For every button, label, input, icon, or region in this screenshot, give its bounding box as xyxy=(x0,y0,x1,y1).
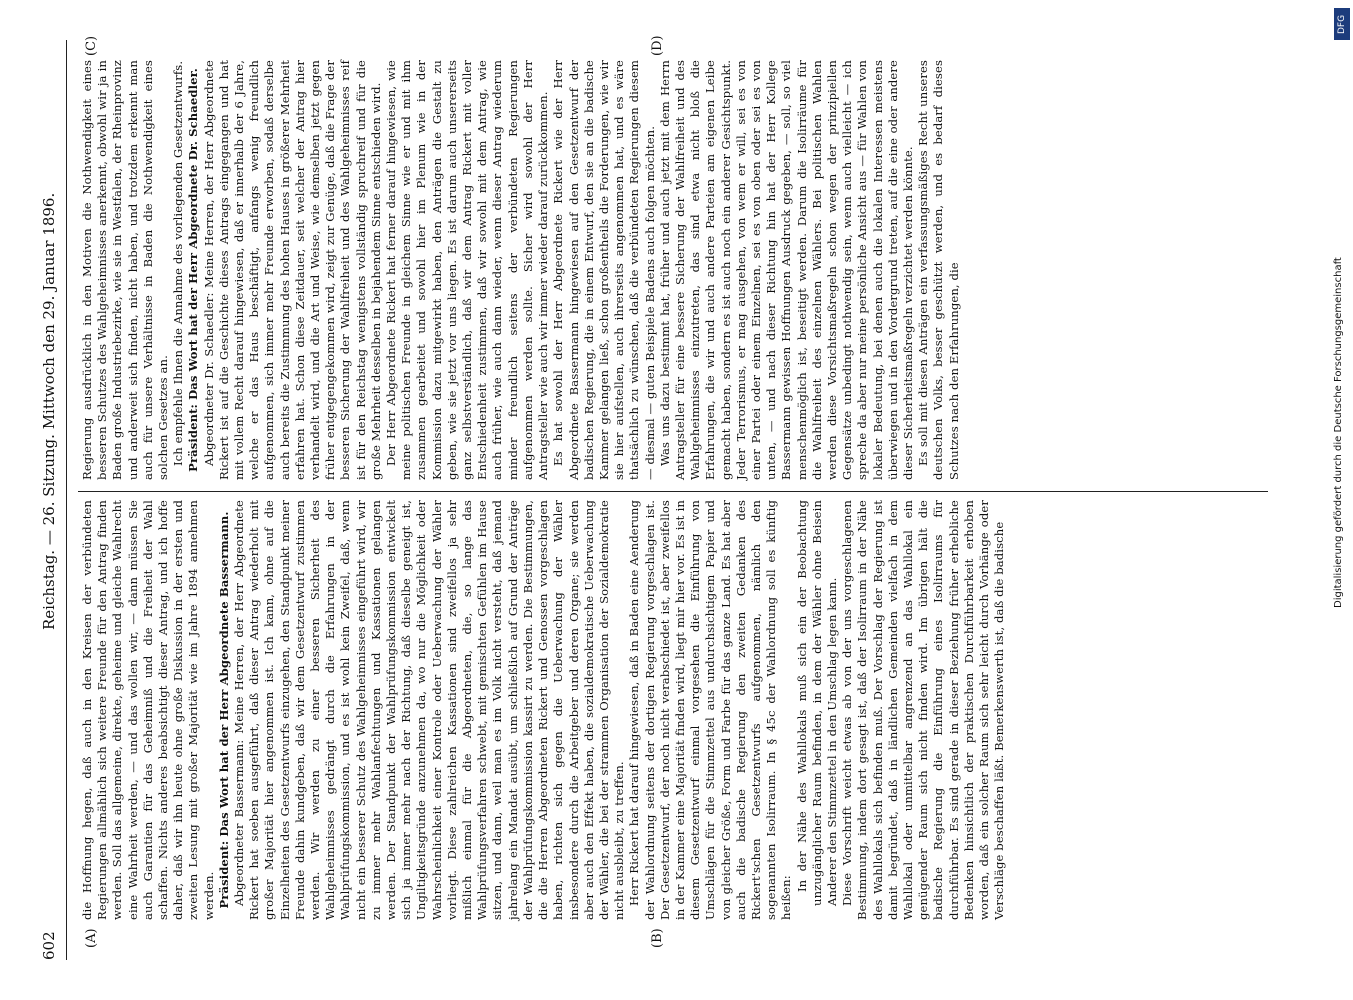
paragraph: Der Herr Abgeordnete Rickert hat ferner darauf hingewiesen, wie meine politischen Freunde in gleichem Sinne wie er und mit ihm zusammen gearbeitet und sowohl hier im Plenum wie in der Kommission dazu mitgewirkt haben, den Anträgen die Gestalt zu geben, wie sie jetzt vor uns liegen. Es ist darum auch unsererseits ganz selbstverständlich, daß wir dem Antrag Rickert mit voller Entschiedenheit zustimmen, daß wir sowohl mit dem Antrag, wie auch früher, wie auch dann wieder, wenn dieser Antrag wiederum minder freundlich seitens der verbündeten Regierungen aufgenommen werden sollte. Sicher wird sowohl der Herr Antragsteller wie auch wir immer wieder darauf zurückkommen. xyxy=(384,60,551,480)
margin-label-d: (D) xyxy=(650,35,665,56)
speaker-heading: Präsident: Das Wort hat der Herr Abgeordnete Bassermann. xyxy=(216,511,231,909)
header-rule xyxy=(66,40,67,960)
paragraph: Abgeordneter Dr. Schaedler: Meine Herren, der Herr Abgeordnete Rickert ist auf die Geschichte dieses Antrags eingegangen und hat mit vollem Recht darauf hingewiesen, daß er innerhalb der 6 Jahre, welche er das Haus beschäftigt, anfangs wenig freundlich aufgenommen, sich immer mehr Freunde erworben, sodaß derselbe auch bereits die Zustimmung des hohen Hauses in größerer Mehrheit erfahren hat. Schon diese Zeitdauer, seit welcher der Antrag hier verhandelt wird, und die Art und Weise, wie demselben jetzt gegen früher entgegengekommen wird, zeigt zur Genüge, daß die Frage der besseren Sicherung der Wahlfreiheit und des Wahlgeheimnisses reif ist für den Reichstag wenigstens vollständig spruchreif und für die große Mehrheit desselben in bejahendem Sinne entschieden wird. xyxy=(201,60,383,480)
paragraph: Was uns dazu bestimmt hat, früher und auch jetzt mit dem Herrn Antragsteller für eine bessere Sicherung der Wahlfreiheit und des Wahlgeheimnisses einzutreten, das sind etwa nicht bloß die Erfahrungen, die wir und auch andere Parteien am eigenen Leibe gemacht haben, sondern es ist auch noch ein anderer Gesichtspunkt. Jeder Terrorismus, er mag ausgehen, von wem er will, sei es von einer Partei oder einem Einzelnen, sei es von oben oder sei es von unten, — und nach dieser Richtung hin hat der Herr Kollege Bassermann gewissen Hoffnungen Ausdruck gegeben, — soll, so viel menschenmöglich ist, beseitigt werden. Darum die Isolirräume für die Wahlfreiheit des einzelnen Wählers. Bei politischen Wahlen werden diese Vorsichtsmaßregeln schon wegen der prinzipiellen Gegensätze unbedingt nothwendig sein, wenn auch vielleicht — ich spreche da aber nur meine persönliche Ansicht aus — für Wahlen von lokaler Bedeutung, bei denen auch die lokalen Interessen meistens überwiegen und in den Vordergrund treten, auf die eine oder andere dieser Sicherheitsmaßregeln verzichtet werden könnte. xyxy=(657,60,915,480)
column-divider xyxy=(78,491,1268,492)
paragraph: Ich empfehle Ihnen die Annahme des vorliegenden Gesetzentwurfs. xyxy=(171,60,186,466)
margin-label-a: (A) xyxy=(84,928,99,948)
dfg-logo: DFG xyxy=(1334,8,1350,40)
paragraph: Regierung ausdrücklich in den Motiven die Nothwendigkeit eines besseren Schutzes des Wahlgeheimnisses anerkennt, obwohl wir ja in Baden große Industriebezirke, wie sie in Westfalen, der Rheinprovinz und anderweit sich finden, nicht haben, und trotzdem erkennt man auch für unsere Verhältnisse in Baden die Nothwendigkeit eines solchen Gesetzes an. xyxy=(80,60,171,480)
page-header xyxy=(36,40,64,960)
paragraph: die Hoffnung hegen, daß auch in den Kreisen der verbündeten Regierungen allmählich sich weitere Freunde für den Antrag finden werden. Soll das allgemeine, direkte, geheime und gleiche Wahlrecht eine Wahrheit werden, — und das wollen wir, — dann müssen Sie auch Garantien für das Geheimniß und die Freiheit der Wahl schaffen. Nichts anderes beabsichtigt dieser Antrag, und ich hoffe daher, daß wir ihn heute ohne große Diskussion in der ersten und zweiten Lesung mit großer Majorität wie im Jahre 1894 annehmen werden. xyxy=(80,500,216,920)
paragraph: Abgeordneter Bassermann: Meine Herren, der Herr Abgeordnete Rickert hat soeben ausgeführt, daß dieser Antrag wiederholt mit großer Majorität hier angenommen ist. Ich kann, ohne auf die Einzelheiten des Gesetzentwurfs einzugehen, den Standpunkt meiner Freunde dahin kundgeben, daß wir dem Gesetzentwurf zustimmen werden. Wir werden zu einer besseren Sicherheit des Wahlgeheimnisses gedrängt durch die Erfahrungen in der Wahlprüfungskommission, und es ist wohl kein Zweifel, daß, wenn nicht ein besserer Schutz des Wahlgeheimnisses eingeführt wird, wir zu immer mehr Wahlanfechtungen und Kassationen gelangen werden. Der Standpunkt der Wahlprüfungskommission entwickelt sich ja immer mehr nach der Richtung, daß dieselbe geneigt ist, Ungiltigkeitsgründe anzunehmen da, wo nur die Möglichkeit oder Wahrscheinlichkeit einer Kontrole oder Ueberwachung der Wähler vorliegt. Diese zahlreichen Kassationen sind zweifellos ja sehr mißlich einmal für die Abgeordneten, die, so lange das Wahlprüfungsverfahren schwebt, mit gemischten Gefühlen im Hause sitzen, und dann, weil man es im Volk nicht versteht, daß jemand jahrelang ein Mandat ausübt, um schließlich auf Grund der Anträge der Wahlprüfungskommission kassirt zu werden. Die Bestimmungen, die die Herren Abgeordneten Rickert und Genossen vorgeschlagen haben, richten sich gegen die Ueberwachung der Wähler insbesondere durch die Arbeitgeber und deren Organe; sie werden aber auch den Effekt haben, die sozialdemokratische Ueberwachung der Wähler, die bei der strammen Organisation der Sozialdemokratie nicht ausbleibt, zu treffen. xyxy=(232,500,627,920)
quotation: In der Nähe des Wahllokals muß sich ein der Beobachtung unzugänglicher Raum befinden, in dem der Wähler ohne Beisein Anderer den Stimmzettel in den Umschlag legen kann. xyxy=(794,500,839,906)
speaker-heading: Präsident: Das Wort hat der Herr Abgeordnete Dr. Schaedler. xyxy=(186,68,201,472)
margin-label-b: (B) xyxy=(650,928,665,948)
paragraph: Es hat sowohl der Herr Abgeordnete Rickert wie der Herr Abgeordnete Bassermann hingewiesen auf den Gesetzentwurf der badischen Regierung, die in einem Entwurf, den sie an die badische Kammer gelangen ließ, schon großentheils die Forderungen, wie wir sie hier aufstellen, auch ihrerseits angenommen hat, und es wäre thatsächlich zu wünschen, daß die verbündeten Regierungen diesem — diesmal — guten Beispiele Badens auch folgen möchten. xyxy=(551,60,657,480)
paragraph: Es soll mit diesen Anträgen ein verfassungsmäßiges Recht unseres deutschen Volks, besser geschützt werden, und es bedarf dieses Schutzes nach den Erfahrungen, die xyxy=(916,60,961,480)
text-column-left xyxy=(80,500,1007,920)
page-number: 602 xyxy=(40,931,58,960)
digitization-credit: Digitalisierung gefördert durch die Deutsche Forschungsgemeinschaft xyxy=(1333,257,1344,608)
margin-label-c: (C) xyxy=(84,35,99,56)
page-title: Reichstag. — 26. Sitzung. Mittwoch den 29. Januar 1896. xyxy=(40,192,58,630)
paragraph: Diese Vorschrift weicht etwas ab von der uns vorgeschlagenen Bestimmung, indem dort gesagt ist, daß der Isolirraum in der Nähe des Wahllokals sich befinden muß. Der Vorschlag der Regierung ist damit begründet, daß in ländlichen Gemeinden vielfach in dem Wahllokal oder unmittelbar angrenzend an das Wahllokal ein genügender Raum sich nicht finden wird. Im übrigen hält die badische Regierung die Einführung eines Isolirraums für durchführbar. Es sind gerade in dieser Beziehung früher erhebliche Bedenken hinsichtlich der praktischen Durchführbarkeit erhoben worden, daß ein solcher Raum sich sehr leicht durch Vorhänge oder Verschläge beschaffen läßt. Bemerkenswerth ist, daß die badische xyxy=(840,500,1007,920)
text-column-right xyxy=(80,60,962,480)
paragraph: Herr Rickert hat darauf hingewiesen, daß in Baden eine Aenderung der Wahlordnung seitens der dortigen Regierung vorgeschlagen ist. Der Gesetzentwurf, der noch nicht verabschiedet ist, aber zweifellos in der Kammer eine Majorität finden wird, liegt mir hier vor. Es ist in diesem Gesetzentwurf einmal vorgesehen die Einführung von Umschlägen für die Stimmzettel aus undurchsichtigem Papier und von gleicher Größe, Form und Farbe für das ganze Land. Es hat aber auch die badische Regierung den zweiten Gedanken des Rickert'schen Gesetzentwurfs aufgenommen, nämlich den sogenannten Isolirraum. In § 45c der Wahlordnung soll es künftig heißen: xyxy=(627,500,794,920)
